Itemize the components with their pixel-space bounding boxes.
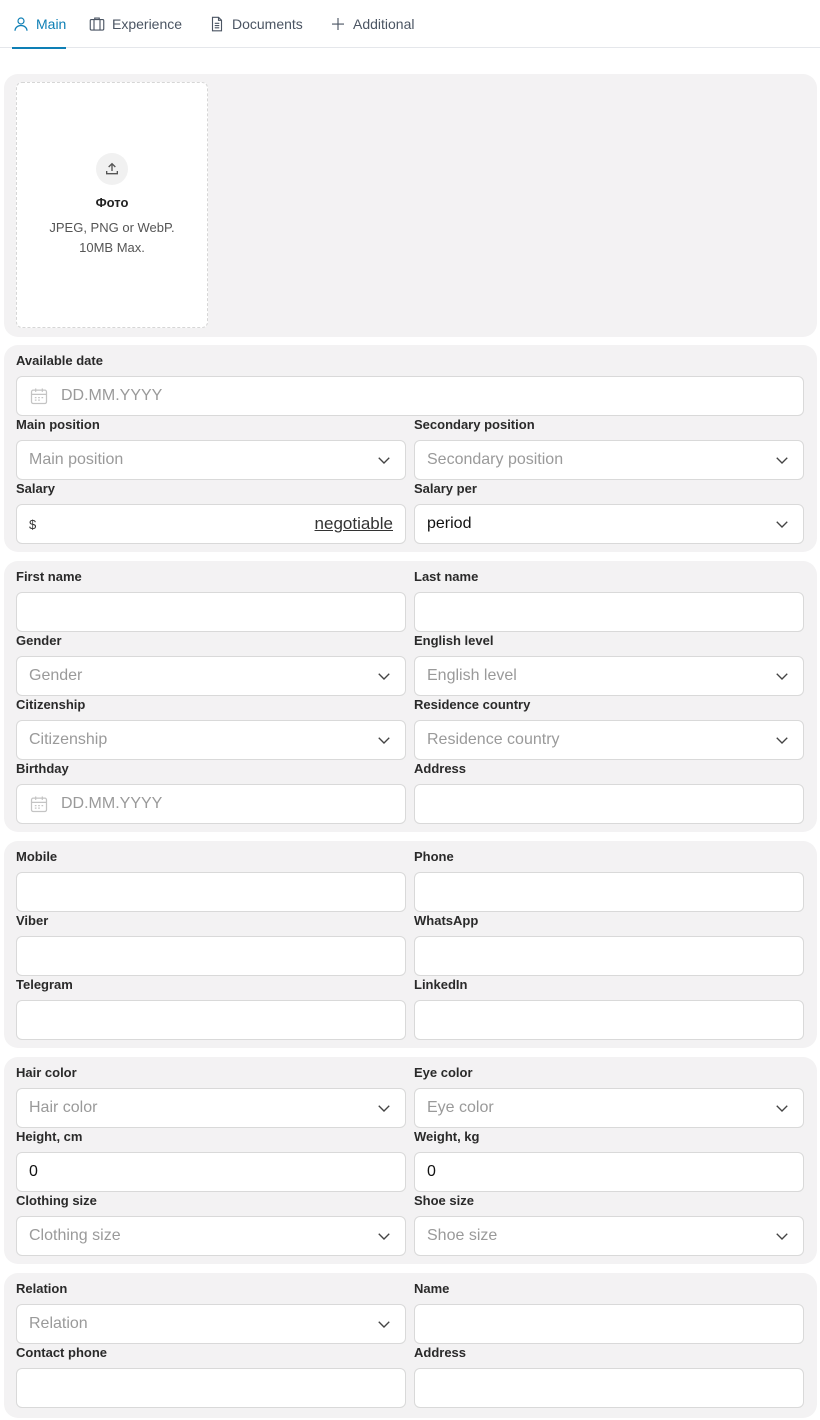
chevron-down-icon bbox=[773, 1099, 791, 1117]
tab-label: Documents bbox=[232, 16, 303, 32]
eye-color-label: Eye color bbox=[414, 1065, 473, 1080]
salary-per-value: period bbox=[427, 515, 472, 532]
personal-section bbox=[4, 561, 817, 832]
gender-placeholder: Gender bbox=[29, 667, 83, 684]
shoe-size-label: Shoe size bbox=[414, 1193, 474, 1208]
photo-hint: JPEG, PNG or WebP. 10MB Max. bbox=[49, 219, 175, 255]
currency-symbol: $ bbox=[29, 516, 37, 532]
gender-label: Gender bbox=[16, 633, 62, 648]
weight-value: 0 bbox=[427, 1163, 436, 1180]
english-level-select[interactable] bbox=[414, 656, 804, 696]
photo-section bbox=[4, 74, 817, 337]
birthday-label: Birthday bbox=[16, 761, 69, 776]
chevron-down-icon bbox=[773, 1227, 791, 1245]
telegram-label: Telegram bbox=[16, 977, 73, 992]
clothing-size-select[interactable] bbox=[16, 1216, 406, 1256]
hair-color-select[interactable] bbox=[16, 1088, 406, 1128]
whatsapp-input[interactable] bbox=[414, 936, 804, 976]
available-date-label: Available date bbox=[16, 353, 103, 368]
shoe-size-placeholder: Shoe size bbox=[427, 1227, 498, 1244]
mobile-input[interactable] bbox=[16, 872, 406, 912]
secondary-position-label: Secondary position bbox=[414, 417, 535, 432]
secondary-position-select[interactable] bbox=[414, 440, 804, 480]
chevron-down-icon bbox=[375, 1227, 393, 1245]
chevron-down-icon bbox=[375, 667, 393, 685]
hair-color-placeholder: Hair color bbox=[29, 1099, 98, 1116]
salary-label: Salary bbox=[16, 481, 56, 496]
salary-input[interactable] bbox=[16, 504, 406, 544]
main-position-placeholder: Main position bbox=[29, 451, 124, 468]
tab-label: Main bbox=[36, 16, 67, 32]
relative-address-label: Address bbox=[414, 1345, 467, 1360]
photo-title: Фото bbox=[95, 194, 129, 210]
first-name-input[interactable] bbox=[16, 592, 406, 632]
linkedin-label: LinkedIn bbox=[414, 977, 468, 992]
contact-phone-input[interactable] bbox=[16, 1368, 406, 1408]
contacts-section bbox=[4, 841, 817, 1048]
chevron-down-icon bbox=[375, 451, 393, 469]
chevron-down-icon bbox=[773, 667, 791, 685]
relative-name-label: Name bbox=[414, 1281, 450, 1296]
relative-section bbox=[4, 1273, 817, 1418]
viber-label: Viber bbox=[16, 913, 49, 928]
tab-experience[interactable] bbox=[88, 0, 182, 48]
phone-input[interactable] bbox=[414, 872, 804, 912]
available-date-placeholder: DD.MM.YYYY bbox=[61, 387, 163, 404]
chevron-down-icon bbox=[773, 731, 791, 749]
residence-country-label: Residence country bbox=[414, 697, 531, 712]
weight-input[interactable] bbox=[414, 1152, 804, 1192]
height-input[interactable] bbox=[16, 1152, 406, 1192]
eye-color-placeholder: Eye color bbox=[427, 1099, 494, 1116]
birthday-input[interactable] bbox=[16, 784, 406, 824]
viber-input[interactable] bbox=[16, 936, 406, 976]
contact-phone-label: Contact phone bbox=[16, 1345, 107, 1360]
tab-main[interactable] bbox=[12, 0, 66, 48]
english-level-label: English level bbox=[414, 633, 494, 648]
available-date-input[interactable] bbox=[16, 376, 804, 416]
hair-color-label: Hair color bbox=[16, 1065, 77, 1080]
citizenship-label: Citizenship bbox=[16, 697, 86, 712]
citizenship-placeholder: Citizenship bbox=[29, 731, 108, 748]
telegram-input[interactable] bbox=[16, 1000, 406, 1040]
photo-upload-dropzone[interactable] bbox=[16, 82, 208, 328]
chevron-down-icon bbox=[375, 1315, 393, 1333]
birthday-placeholder: DD.MM.YYYY bbox=[61, 795, 163, 812]
briefcase-icon bbox=[88, 15, 106, 33]
relation-label: Relation bbox=[16, 1281, 68, 1296]
plus-icon bbox=[329, 15, 347, 33]
weight-label: Weight, kg bbox=[414, 1129, 480, 1144]
english-level-placeholder: English level bbox=[427, 667, 517, 684]
height-value: 0 bbox=[29, 1163, 38, 1180]
whatsapp-label: WhatsApp bbox=[414, 913, 479, 928]
last-name-label: Last name bbox=[414, 569, 479, 584]
clothing-size-placeholder: Clothing size bbox=[29, 1227, 121, 1244]
gender-select[interactable] bbox=[16, 656, 406, 696]
main-position-label: Main position bbox=[16, 417, 100, 432]
first-name-label: First name bbox=[16, 569, 82, 584]
chevron-down-icon bbox=[375, 1099, 393, 1117]
relation-select[interactable] bbox=[16, 1304, 406, 1344]
phone-label: Phone bbox=[414, 849, 454, 864]
appearance-section bbox=[4, 1057, 817, 1264]
upload-icon bbox=[96, 153, 128, 185]
main-position-select[interactable] bbox=[16, 440, 406, 480]
tab-label: Additional bbox=[353, 16, 415, 32]
calendar-icon bbox=[29, 386, 49, 406]
calendar-icon bbox=[29, 794, 49, 814]
tab-documents[interactable] bbox=[208, 0, 303, 48]
clothing-size-label: Clothing size bbox=[16, 1193, 97, 1208]
relation-placeholder: Relation bbox=[29, 1315, 88, 1332]
mobile-label: Mobile bbox=[16, 849, 58, 864]
tab-bar bbox=[0, 0, 820, 48]
salary-per-select[interactable] bbox=[414, 504, 804, 544]
residence-country-placeholder: Residence country bbox=[427, 731, 560, 748]
secondary-position-placeholder: Secondary position bbox=[427, 451, 564, 468]
citizenship-select[interactable] bbox=[16, 720, 406, 760]
eye-color-select[interactable] bbox=[414, 1088, 804, 1128]
salary-per-label: Salary per bbox=[414, 481, 477, 496]
address-label: Address bbox=[414, 761, 467, 776]
linkedin-input[interactable] bbox=[414, 1000, 804, 1040]
availability-section bbox=[4, 345, 817, 552]
tab-label: Experience bbox=[112, 16, 183, 32]
chevron-down-icon bbox=[773, 515, 791, 533]
relative-address-input[interactable] bbox=[414, 1368, 804, 1408]
residence-country-select[interactable] bbox=[414, 720, 804, 760]
negotiable-link[interactable]: negotiable bbox=[314, 514, 393, 533]
user-icon bbox=[12, 15, 30, 33]
chevron-down-icon bbox=[773, 451, 791, 469]
document-icon bbox=[208, 15, 226, 33]
tab-additional[interactable] bbox=[329, 0, 415, 48]
address-input[interactable] bbox=[414, 784, 804, 824]
shoe-size-select[interactable] bbox=[414, 1216, 804, 1256]
last-name-input[interactable] bbox=[414, 592, 804, 632]
chevron-down-icon bbox=[375, 731, 393, 749]
relative-name-input[interactable] bbox=[414, 1304, 804, 1344]
height-label: Height, cm bbox=[16, 1129, 83, 1144]
